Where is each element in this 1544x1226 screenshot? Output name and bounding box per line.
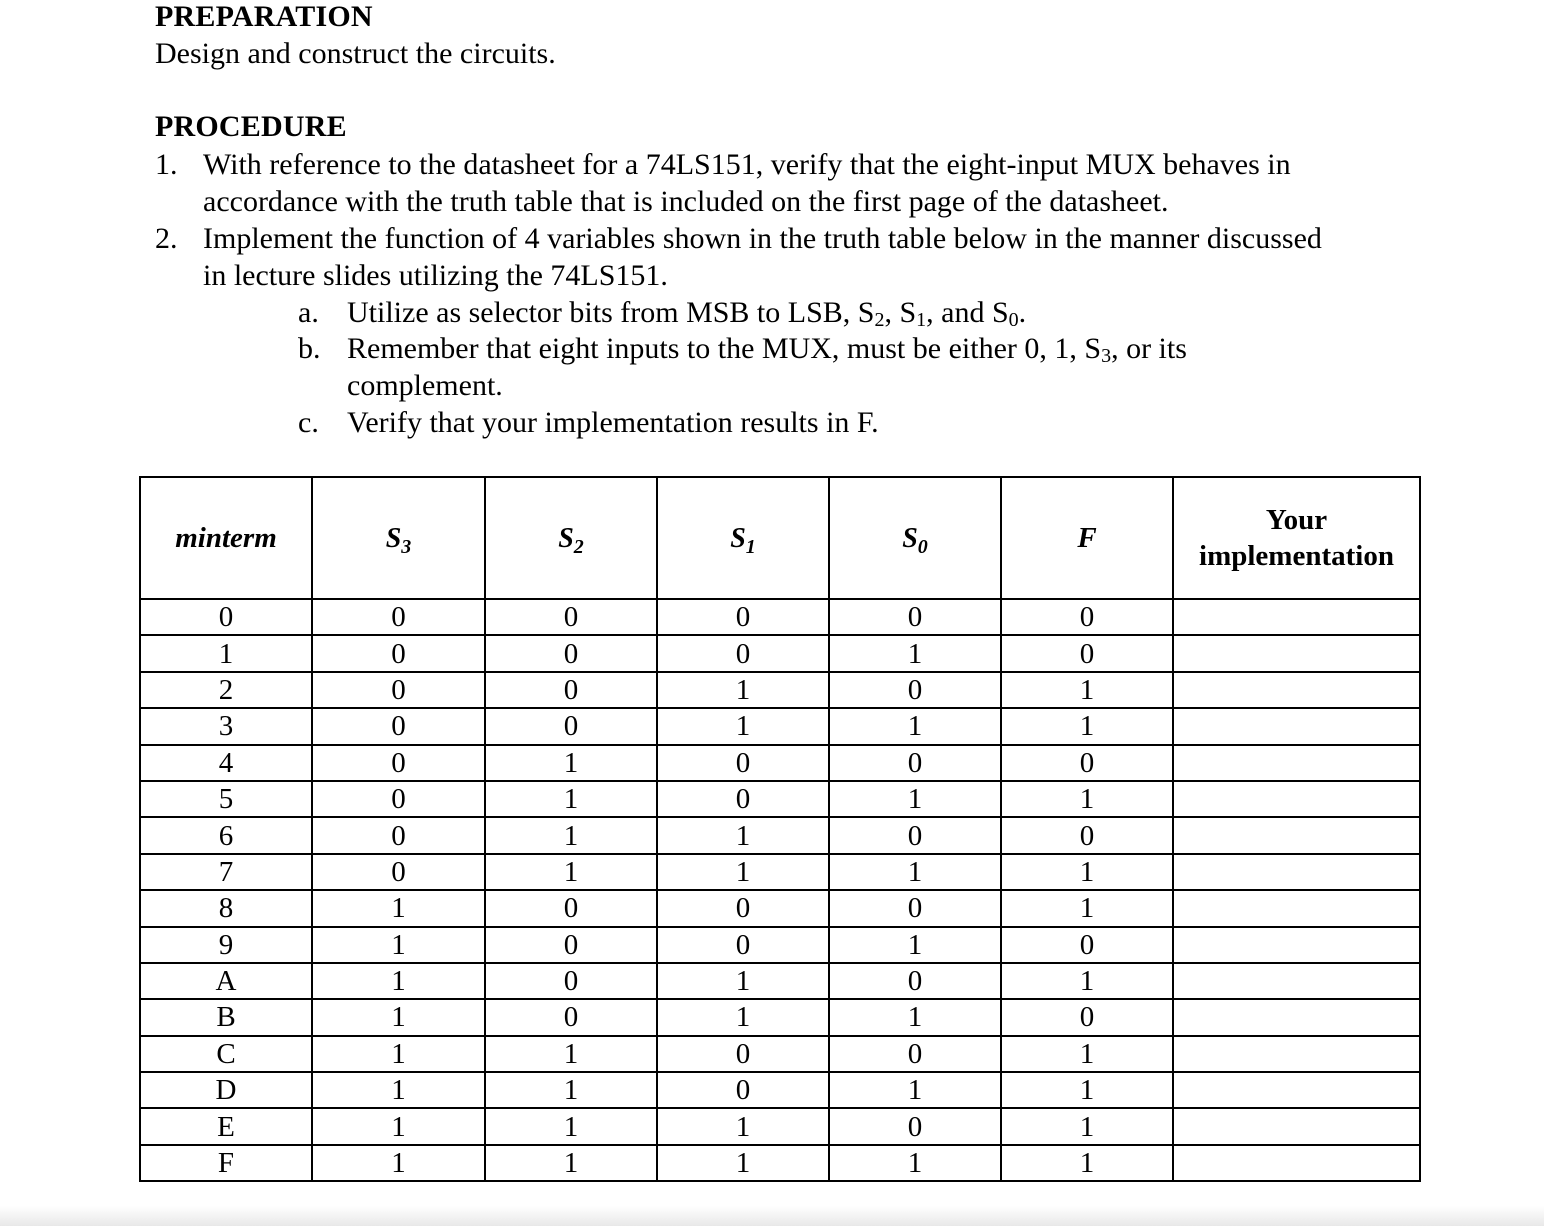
cell-your-implementation [1173,635,1420,671]
cell-minterm: 6 [140,817,312,853]
cell-s0: 0 [829,963,1001,999]
cell-s2: 0 [485,599,657,635]
cell-s0: 1 [829,1145,1001,1181]
step-2b-marker: b. [298,332,321,365]
header-s3: $S_3$ [312,477,485,599]
truth-table [139,476,1421,1182]
step-1-marker: 1. [155,148,178,181]
cell-s0: 1 [829,927,1001,963]
header-minterm: minterm [140,477,312,599]
cell-s2: 0 [485,963,657,999]
cell-f: 1 [1001,781,1173,817]
cell-minterm: 9 [140,927,312,963]
table-row [140,999,1420,1035]
table-header-row [140,477,1420,599]
cell-s0: 0 [829,745,1001,781]
table-row [140,927,1420,963]
cell-s3: 0 [312,745,485,781]
cell-your-implementation [1173,963,1420,999]
cell-minterm: B [140,999,312,1035]
cell-your-implementation [1173,781,1420,817]
cell-s2: 0 [485,708,657,744]
cell-s0: 1 [829,781,1001,817]
cell-s2: 0 [485,890,657,926]
cell-f: 0 [1001,745,1173,781]
cell-s1: 1 [657,854,829,890]
cell-minterm: 4 [140,745,312,781]
cell-s0: 0 [829,1108,1001,1144]
cell-your-implementation [1173,1108,1420,1144]
table-row [140,1108,1420,1144]
header-s2: $S_2$ [485,477,657,599]
cell-s1: 1 [657,708,829,744]
step-1-line-2: accordance with the truth table that is included on the first page of the datasheet. [203,185,1169,218]
cell-s1: 0 [657,1036,829,1072]
table-row [140,1145,1420,1181]
cell-s1: 0 [657,635,829,671]
table-row [140,672,1420,708]
cell-minterm: 1 [140,635,312,671]
table-row [140,599,1420,635]
cell-f: 0 [1001,817,1173,853]
cell-f: 1 [1001,854,1173,890]
cell-minterm: F [140,1145,312,1181]
cell-f: 1 [1001,963,1173,999]
cell-your-implementation [1173,708,1420,744]
cell-your-implementation [1173,854,1420,890]
cell-s3: 0 [312,854,485,890]
step-2-line-2: in lecture slides utilizing the 74LS151. [203,259,668,292]
cell-s1: 1 [657,1108,829,1144]
table-row [140,1072,1420,1108]
step-2c-text: Verify that your implementation results in F. [347,406,879,439]
table-row [140,854,1420,890]
cell-f: 0 [1001,999,1173,1035]
cell-your-implementation [1173,599,1420,635]
step-2-marker: 2. [155,222,178,255]
cell-s0: 1 [829,854,1001,890]
cell-s2: 0 [485,999,657,1035]
cell-s3: 1 [312,1145,485,1181]
cell-s0: 0 [829,890,1001,926]
cell-f: 1 [1001,708,1173,744]
cell-s0: 1 [829,1072,1001,1108]
cell-s1: 1 [657,817,829,853]
step-2a-marker: a. [298,296,319,329]
cell-s3: 0 [312,672,485,708]
header-s0: $S_0$ [829,477,1001,599]
cell-f: 1 [1001,890,1173,926]
cell-s1: 0 [657,781,829,817]
header-s1: $S_1$ [657,477,829,599]
cell-your-implementation [1173,890,1420,926]
cell-s3: 0 [312,708,485,744]
cell-minterm: 2 [140,672,312,708]
cell-s1: 0 [657,745,829,781]
cell-f: 1 [1001,1145,1173,1181]
cell-s3: 1 [312,1108,485,1144]
cell-your-implementation [1173,672,1420,708]
cell-your-implementation [1173,817,1420,853]
header-your-implementation: Your implementation [1173,477,1420,599]
table-row [140,635,1420,671]
step-2b-line-2: complement. [347,369,503,402]
preparation-heading: PREPARATION [155,0,373,33]
cell-minterm: 7 [140,854,312,890]
cell-minterm: 0 [140,599,312,635]
cell-your-implementation [1173,1036,1420,1072]
header-f: F [1001,477,1173,599]
cell-s1: 1 [657,999,829,1035]
cell-s0: 1 [829,999,1001,1035]
cell-s1: 1 [657,1145,829,1181]
cell-s0: 1 [829,635,1001,671]
cell-s3: 1 [312,1036,485,1072]
cell-s3: 1 [312,999,485,1035]
table-row [140,781,1420,817]
cell-s3: 1 [312,890,485,926]
cell-s3: 1 [312,927,485,963]
cell-s2: 1 [485,1036,657,1072]
cell-minterm: 3 [140,708,312,744]
cell-f: 0 [1001,927,1173,963]
cell-minterm: 5 [140,781,312,817]
bottom-shadow [0,1206,1544,1226]
table-row [140,890,1420,926]
cell-s1: 0 [657,599,829,635]
cell-s3: 1 [312,1072,485,1108]
cell-f: 1 [1001,1072,1173,1108]
cell-s1: 1 [657,672,829,708]
cell-s2: 0 [485,635,657,671]
cell-s0: 0 [829,817,1001,853]
cell-your-implementation [1173,927,1420,963]
cell-minterm: 8 [140,890,312,926]
cell-f: 1 [1001,1036,1173,1072]
cell-f: 0 [1001,599,1173,635]
cell-s2: 1 [485,1072,657,1108]
cell-s0: 0 [829,599,1001,635]
cell-s3: 0 [312,781,485,817]
cell-s3: 0 [312,599,485,635]
cell-f: 1 [1001,672,1173,708]
cell-minterm: A [140,963,312,999]
procedure-heading: PROCEDURE [155,110,347,143]
cell-f: 1 [1001,1108,1173,1144]
cell-s0: 1 [829,708,1001,744]
cell-s2: 1 [485,781,657,817]
cell-s2: 1 [485,745,657,781]
cell-s3: 0 [312,817,485,853]
step-2b-line-1: Remember that eight inputs to the MUX, must be either 0, 1, $S_3$, or its [347,332,1187,367]
cell-minterm: E [140,1108,312,1144]
cell-s1: 1 [657,963,829,999]
preparation-text: Design and construct the circuits. [155,37,556,70]
cell-s0: 0 [829,1036,1001,1072]
step-2a-text: Utilize as selector bits from MSB to LSB, $S_2$, $S_1$, and $S_0$. [347,296,1027,331]
cell-s2: 1 [485,854,657,890]
cell-s2: 1 [485,817,657,853]
cell-s2: 0 [485,927,657,963]
cell-s2: 1 [485,1108,657,1144]
cell-s0: 0 [829,672,1001,708]
cell-your-implementation [1173,1072,1420,1108]
cell-minterm: D [140,1072,312,1108]
cell-s2: 1 [485,1145,657,1181]
cell-s1: 0 [657,927,829,963]
table-row [140,708,1420,744]
table-row [140,817,1420,853]
cell-s2: 0 [485,672,657,708]
cell-f: 0 [1001,635,1173,671]
table-row [140,963,1420,999]
step-2-line-1: Implement the function of 4 variables shown in the truth table below in the manner discussed [203,222,1322,255]
table-row [140,1036,1420,1072]
step-1-line-1: With reference to the datasheet for a 74LS151, verify that the eight-input MUX behaves in [203,148,1291,181]
cell-your-implementation [1173,999,1420,1035]
cell-your-implementation [1173,745,1420,781]
cell-your-implementation [1173,1145,1420,1181]
cell-minterm: C [140,1036,312,1072]
step-2c-marker: c. [298,406,319,439]
table-row [140,745,1420,781]
cell-s1: 0 [657,890,829,926]
cell-s3: 0 [312,635,485,671]
cell-s1: 0 [657,1072,829,1108]
cell-s3: 1 [312,963,485,999]
